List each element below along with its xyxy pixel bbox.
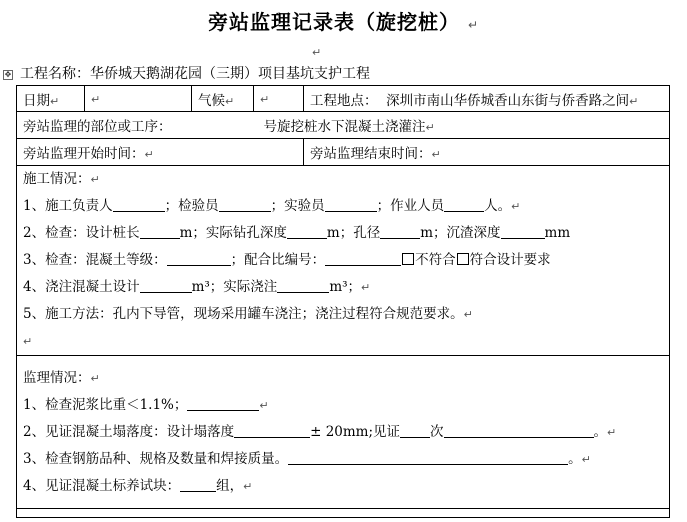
conform-checkbox[interactable]: [457, 253, 469, 265]
nonconform-checkbox[interactable]: [402, 253, 414, 265]
supervision-part-cell[interactable]: 旁站监理的部位或工序： 号旋挖桩水下混凝土浇灌注↵: [17, 112, 670, 139]
location-cell: 工程地点： 深圳市南山华侨城香山东街与侨香路之间↵: [304, 86, 670, 112]
date-value[interactable]: ↵: [85, 86, 192, 112]
date-label: 日期↵: [17, 86, 85, 112]
supervision-record-table: [16, 85, 670, 518]
construction-line-5: 5、施工方法：孔内下导管，现场采用罐车浇注；浇注过程符合规范要求。↵: [23, 306, 473, 322]
weather-value[interactable]: ↵: [254, 86, 304, 112]
supervision-line-4: 4、见证混凝土标养试块： 组，↵: [23, 477, 253, 494]
signature-section[interactable]: [17, 509, 670, 518]
table-row: [17, 356, 670, 509]
paragraph-mark: ↵: [312, 46, 322, 59]
supervision-line-1: 1、检查泥浆比重＜1.1%； ↵: [23, 396, 269, 413]
supervision-heading: 监理情况：↵: [23, 369, 100, 386]
start-time-cell[interactable]: 旁站监理开始时间：↵: [17, 139, 304, 166]
construction-blank-line: ↵: [23, 335, 33, 348]
supervision-section[interactable]: [17, 356, 670, 509]
construction-line-1: 1、施工负责人 ；检验员 ；实验员 ；作业人员 人。↵: [23, 198, 521, 214]
end-time-cell[interactable]: 旁站监理结束时间：↵: [304, 139, 670, 166]
table-row: [17, 86, 670, 112]
weather-label: 气候↵: [192, 86, 254, 112]
supervision-line-3: 3、检查钢筋品种、规格及数量和焊接质量。 。↵: [23, 450, 591, 467]
construction-line-3: 3、检查：混凝土等级： ；配合比编号： 不符合 符合设计要求: [23, 252, 551, 268]
project-name: 工程名称：华侨城天鹅湖花园（三期）项目基坑支护工程: [20, 66, 370, 82]
construction-section[interactable]: [17, 166, 670, 356]
table-row: [17, 139, 670, 166]
supervision-line-2: 2、见证混凝土塌落度：设计塌落度 ± 20mm;见证 次 。↵: [23, 423, 617, 440]
table-row: [17, 166, 670, 356]
construction-heading: 施工情况：↵: [23, 171, 100, 187]
table-row: [17, 112, 670, 139]
table-row: [17, 509, 670, 518]
form-title: 旁站监理记录表（旋挖桩） ↵: [207, 10, 480, 34]
construction-line-2: 2、检查：设计桩长 m；实际钻孔深度 m；孔径 m；沉渣深度 mm: [23, 225, 571, 241]
table-move-handle-icon[interactable]: ✥: [4, 70, 12, 79]
construction-line-4: 4、浇注混凝土设计 m³；实际浇注 m³；↵: [23, 279, 371, 295]
